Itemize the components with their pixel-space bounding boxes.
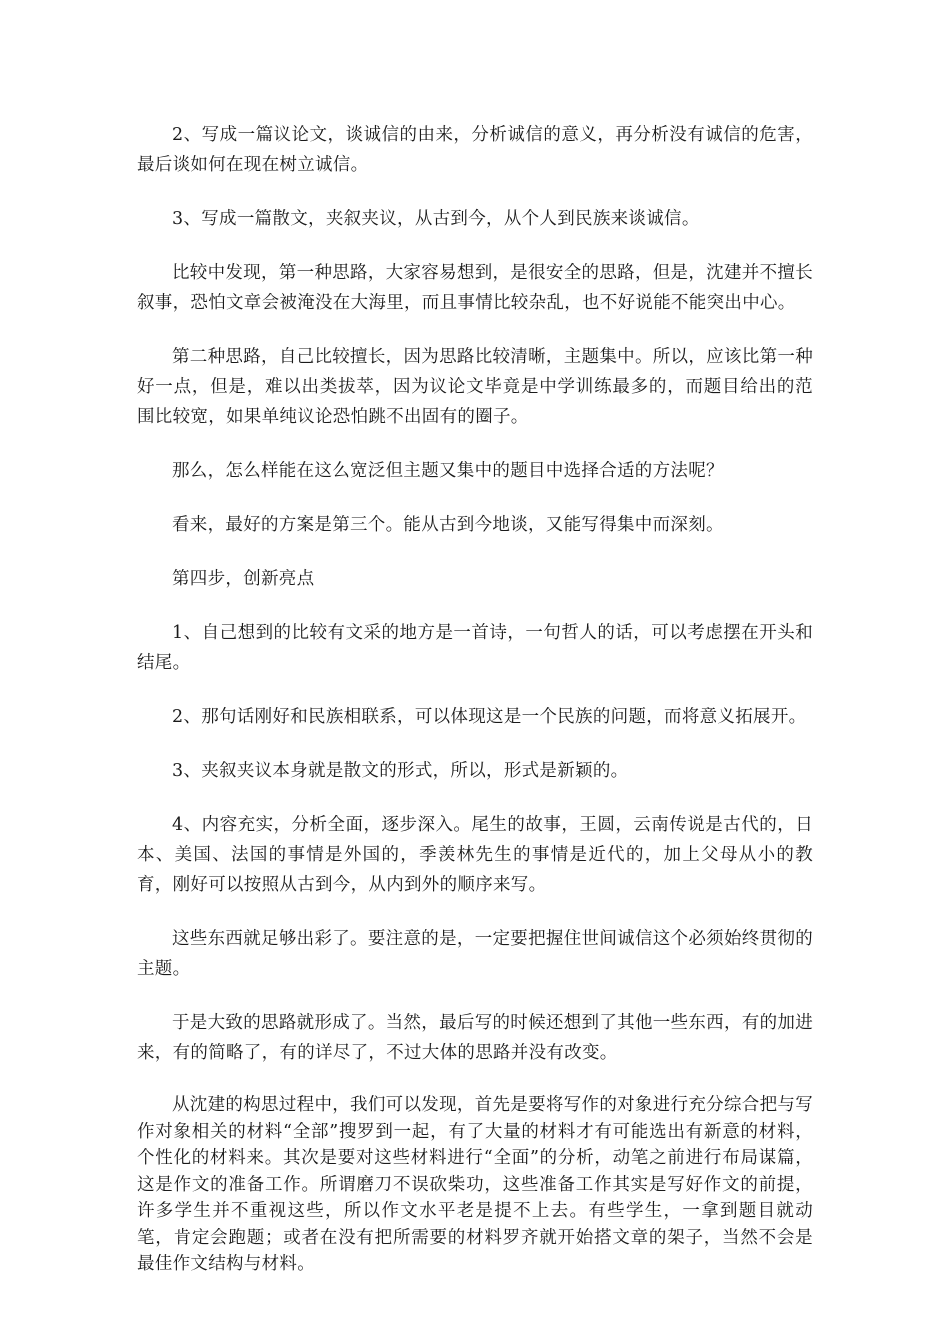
paragraph-compare-second: 第二种思路，自己比较擅长，因为思路比较清晰，主题集中。所以，应该比第一种好一点，但是，难以出类拔萃，因为议论文毕竟是中学训练最多的，而题目给出的范围比较宽，如果单纯议论恐怕跳不出固有的圈子。 bbox=[137, 347, 813, 427]
paragraph-highlight-3: 3、夹叙夹议本身就是散文的形式，所以，形式是新颖的。 bbox=[172, 761, 629, 781]
paragraph-question: 那么，怎么样能在这么宽泛但主题又集中的题目中选择合适的方法呢？ bbox=[172, 461, 724, 481]
document-body bbox=[137, 120, 813, 1278]
paragraph-plan-3: 3、写成一篇散文，夹叙夹议，从古到今，从个人到民族来谈诚信。 bbox=[172, 209, 700, 229]
paragraph-outline-formed: 于是大致的思路就形成了。当然，最后写的时候还想到了其他一些东西，有的加进来，有的简略了，有的详尽了，不过大体的思路并没有改变。 bbox=[137, 1013, 813, 1063]
section-heading-step-4: 第四步，创新亮点 bbox=[172, 569, 315, 589]
paragraph-theme-note: 这些东西就足够出彩了。要注意的是，一定要把握住世间诚信这个必须始终贯彻的主题。 bbox=[137, 929, 813, 979]
paragraph-conclusion-choice: 看来，最好的方案是第三个。能从古到今地谈，又能写得集中而深刻。 bbox=[172, 515, 724, 535]
paragraph-plan-2: 2、写成一篇议论文，谈诚信的由来，分析诚信的意义，再分析没有诚信的危害，最后谈如何在现在树立诚信。 bbox=[137, 125, 813, 175]
paragraph-highlight-2: 2、那句话刚好和民族相联系，可以体现这是一个民族的问题，而将意义拓展开。 bbox=[172, 707, 807, 727]
paragraph-compare-first: 比较中发现，第一种思路，大家容易想到，是很安全的思路，但是，沈建并不擅长叙事，恐怕文章会被淹没在大海里，而且事情比较杂乱，也不好说能不能突出中心。 bbox=[137, 263, 813, 313]
paragraph-highlight-1: 1、自己想到的比较有文采的地方是一首诗，一句哲人的话，可以考虑摆在开头和结尾。 bbox=[137, 623, 813, 673]
paragraph-summary: 从沈建的构思过程中，我们可以发现，首先是要将写作的对象进行充分综合把与写作对象相关的材料“全部”搜罗到一起，有了大量的材料才有可能选出有新意的材料，个性化的材料来。其次是要对这些材料进行“全面”的分析，动笔之前进行布局谋篇，这是作文的准备工作。所谓磨刀不误砍柴功，这些准备工作其实是写好作文的前提，许多学生并不重视这些，所以作文水平老是提不上去。有些学生，一拿到题目就动笔，肯定会跑题；或者在没有把所需要的材料罗齐就开始搭文章的架子，当然不会是最佳作文结构与材料。 bbox=[137, 1095, 813, 1274]
paragraph-highlight-4: 4、内容充实，分析全面，逐步深入。尾生的故事，王圆，云南传说是古代的，日本、美国、法国的事情是外国的，季羡林先生的事情是近代的，加上父母从小的教育，刚好可以按照从古到今，从内到外的顺序来写。 bbox=[137, 815, 813, 895]
